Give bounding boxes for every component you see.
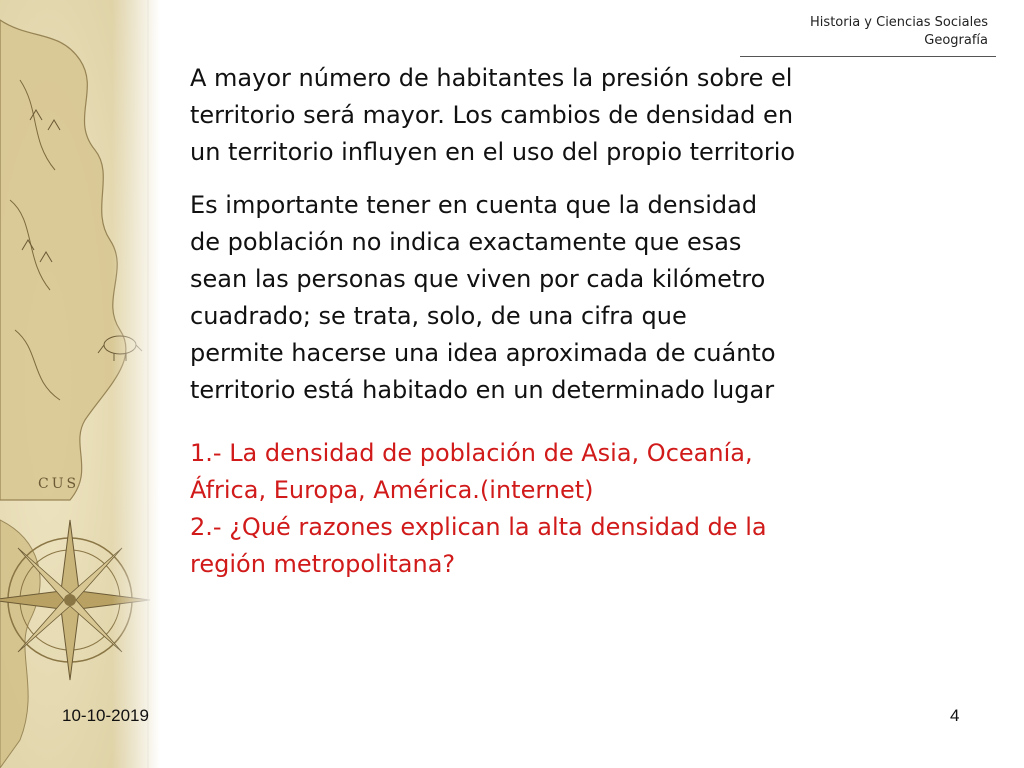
header-subject: Historia y Ciencias Sociales <box>810 15 988 30</box>
page-number: 4 <box>950 706 960 725</box>
question-1: 1.- La densidad de población de Asia, Oceanía, África, Europa, América.(internet) <box>190 439 753 504</box>
slide-header <box>810 14 988 50</box>
paragraph-density-note: Es importante tener en cuenta que la densidad de población no indica exactamente que esas sean las personas que viven por cada kilómetro cuadrado; se trata, solo, de una cifra que permite hacerse una idea aproximada de cuánto territorio está habitado en un determinado lugar <box>190 191 776 404</box>
antique-map-decoration <box>0 0 160 768</box>
header-topic: Geografía <box>924 33 988 48</box>
question-2: 2.- ¿Qué razones explican la alta densidad de la región metropolitana? <box>190 513 767 578</box>
header-divider <box>740 56 996 57</box>
questions-block <box>190 435 1000 583</box>
footer-date: 10-10-2019 <box>62 706 149 725</box>
slide-body <box>190 60 1000 583</box>
paragraph-density-pressure: A mayor número de habitantes la presión sobre el territorio será mayor. Los cambios de densidad en un territorio influyen en el uso del propio territorio <box>190 64 796 166</box>
